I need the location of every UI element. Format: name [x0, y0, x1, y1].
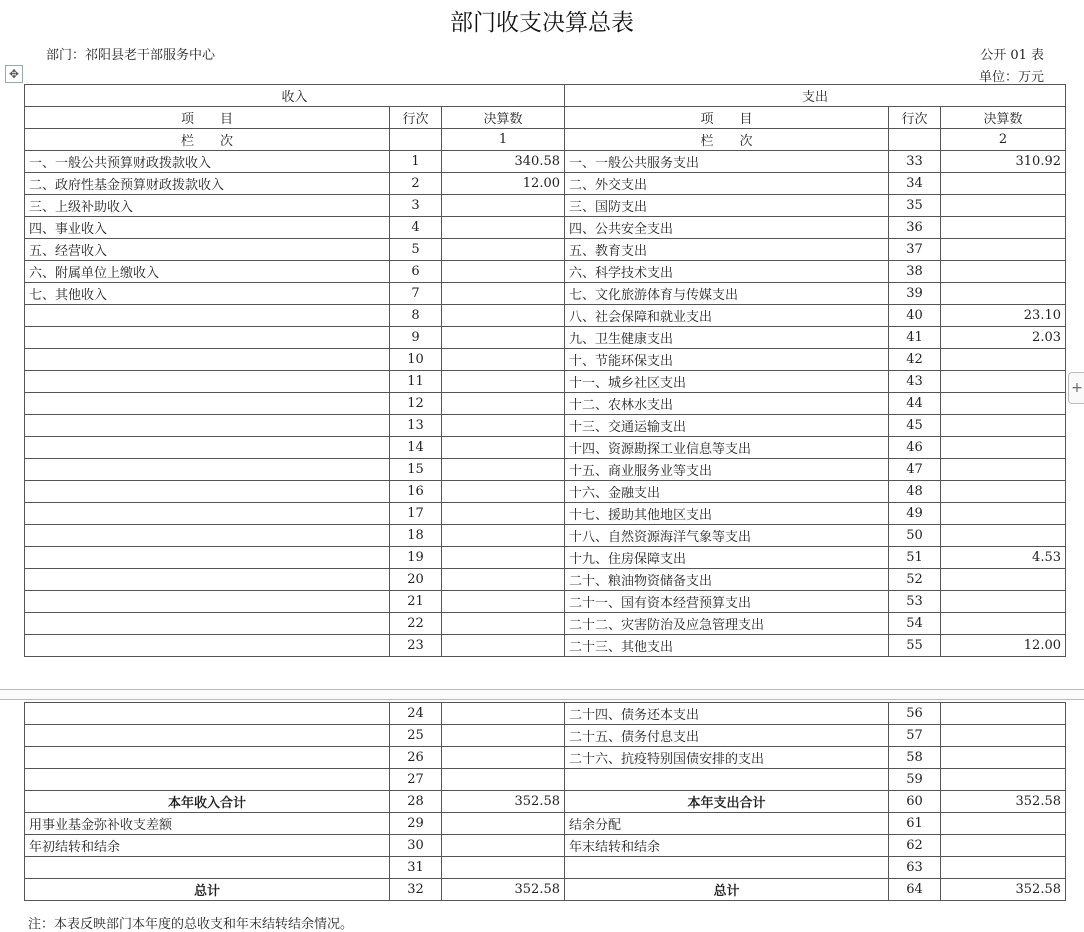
expense-row-number: 57 [889, 725, 941, 747]
income-amount [442, 481, 565, 503]
empty-cell [889, 129, 941, 151]
expense-amount: 4.53 [941, 547, 1066, 569]
expense-item: 十五、商业服务业等支出 [565, 459, 889, 481]
expense-item: 十六、金融支出 [565, 481, 889, 503]
income-item [25, 547, 390, 569]
expense-item: 三、国防支出 [565, 195, 889, 217]
income-item [25, 371, 390, 393]
income-row-number: 18 [390, 525, 442, 547]
table-row [25, 195, 1066, 217]
expense-item: 一、一般公共服务支出 [565, 151, 889, 173]
expense-row-number: 48 [889, 481, 941, 503]
income-row-number: 29 [390, 813, 442, 835]
expense-amount [941, 725, 1066, 747]
expense-amount: 352.58 [941, 879, 1066, 901]
table-row [25, 173, 1066, 195]
income-amount [442, 305, 565, 327]
expense-row-number: 46 [889, 437, 941, 459]
income-amount [442, 769, 565, 791]
expense-amount [941, 591, 1066, 613]
income-item [25, 437, 390, 459]
income-row-number: 20 [390, 569, 442, 591]
expense-amount [941, 437, 1066, 459]
expense-item-label: 项 目 [565, 107, 889, 129]
income-row-number: 21 [390, 591, 442, 613]
income-row-number: 30 [390, 835, 442, 857]
department-label: 部门：祁阳县老干部服务中心 [46, 48, 216, 63]
expense-item: 七、文化旅游体育与传媒支出 [565, 283, 889, 305]
income-amount [442, 459, 565, 481]
expense-row-number: 51 [889, 547, 941, 569]
income-row-number: 14 [390, 437, 442, 459]
income-item [25, 747, 390, 769]
income-item [25, 393, 390, 415]
expense-row-number: 47 [889, 459, 941, 481]
income-row-number: 4 [390, 217, 442, 239]
expense-row-number: 56 [889, 703, 941, 725]
income-amount: 352.58 [442, 791, 565, 813]
income-amount [442, 725, 565, 747]
expense-item: 十、节能环保支出 [565, 349, 889, 371]
income-row-number: 13 [390, 415, 442, 437]
income-row-number: 19 [390, 547, 442, 569]
expense-amount: 2.03 [941, 327, 1066, 349]
income-item [25, 769, 390, 791]
expense-item: 二十二、灾害防治及应急管理支出 [565, 613, 889, 635]
income-row-number: 11 [390, 371, 442, 393]
income-row-number: 16 [390, 481, 442, 503]
income-item: 七、其他收入 [25, 283, 390, 305]
expense-row-number: 61 [889, 813, 941, 835]
expense-row-number: 33 [889, 151, 941, 173]
income-amount [442, 835, 565, 857]
expense-amount [941, 261, 1066, 283]
expense-item: 十八、自然资源海洋气象等支出 [565, 525, 889, 547]
income-item-label: 项 目 [25, 107, 390, 129]
grand-total-row [25, 879, 1066, 901]
expense-item: 十二、农林水支出 [565, 393, 889, 415]
income-item [25, 725, 390, 747]
income-item: 四、事业收入 [25, 217, 390, 239]
income-item [25, 349, 390, 371]
table-row [25, 769, 1066, 791]
expense-item: 十四、资源勘探工业信息等支出 [565, 437, 889, 459]
table-row [25, 437, 1066, 459]
income-row-number: 26 [390, 747, 442, 769]
expense-amount [941, 239, 1066, 261]
income-row-number: 22 [390, 613, 442, 635]
expense-item: 二十三、其他支出 [565, 635, 889, 657]
add-column-icon[interactable]: + [1068, 372, 1084, 404]
expense-amount [941, 835, 1066, 857]
income-item [25, 525, 390, 547]
income-row-number: 23 [390, 635, 442, 657]
expense-amount-label: 决算数 [941, 107, 1066, 129]
table-row [25, 217, 1066, 239]
income-amount [442, 703, 565, 725]
expense-row-number: 43 [889, 371, 941, 393]
income-amount [442, 747, 565, 769]
page-title: 部门收支决算总表 [450, 10, 634, 36]
income-amount [442, 393, 565, 415]
income-row-number: 1 [390, 151, 442, 173]
expense-row-number: 63 [889, 857, 941, 879]
expense-amount: 23.10 [941, 305, 1066, 327]
table-row [25, 261, 1066, 283]
income-amount [442, 217, 565, 239]
page-break-divider [0, 689, 1084, 700]
income-amount: 12.00 [442, 173, 565, 195]
income-row-number: 24 [390, 703, 442, 725]
expense-amount [941, 481, 1066, 503]
table-header-row [25, 85, 1066, 107]
expense-row-number: 44 [889, 393, 941, 415]
income-row-no-label: 行次 [390, 107, 442, 129]
expense-item: 本年支出合计 [565, 791, 889, 813]
expense-column-number: 2 [941, 129, 1066, 151]
table-row [25, 283, 1066, 305]
income-row-number: 17 [390, 503, 442, 525]
expense-row-number: 52 [889, 569, 941, 591]
income-item [25, 503, 390, 525]
expense-amount: 352.58 [941, 791, 1066, 813]
expense-item: 二、外交支出 [565, 173, 889, 195]
summary-table-page2 [24, 702, 1066, 901]
income-item [25, 415, 390, 437]
table-row [25, 635, 1066, 657]
table-row [25, 393, 1066, 415]
income-row-number: 27 [390, 769, 442, 791]
expense-row-number: 54 [889, 613, 941, 635]
table-row [25, 613, 1066, 635]
expense-amount: 12.00 [941, 635, 1066, 657]
table-row [25, 459, 1066, 481]
expense-amount [941, 525, 1066, 547]
expense-amount [941, 283, 1066, 305]
income-item: 五、经营收入 [25, 239, 390, 261]
expense-item: 二十四、债务还本支出 [565, 703, 889, 725]
income-amount [442, 283, 565, 305]
table-row [25, 703, 1066, 725]
income-amount [442, 569, 565, 591]
expense-row-number: 34 [889, 173, 941, 195]
expense-item: 十九、住房保障支出 [565, 547, 889, 569]
table-row [25, 725, 1066, 747]
expense-amount [941, 747, 1066, 769]
income-item [25, 327, 390, 349]
income-amount [442, 503, 565, 525]
empty-cell [390, 129, 442, 151]
income-item [25, 703, 390, 725]
income-amount [442, 437, 565, 459]
income-column-number: 1 [442, 129, 565, 151]
income-item: 一、一般公共预算财政拨款收入 [25, 151, 390, 173]
expense-amount [941, 173, 1066, 195]
table-row [25, 481, 1066, 503]
expense-item: 二十六、抗疫特别国债安排的支出 [565, 747, 889, 769]
table-row [25, 747, 1066, 769]
income-amount-label: 决算数 [442, 107, 565, 129]
expense-row-number: 35 [889, 195, 941, 217]
table-row [25, 547, 1066, 569]
income-amount [442, 349, 565, 371]
income-item [25, 613, 390, 635]
table-row [25, 371, 1066, 393]
expense-row-no-label: 行次 [889, 107, 941, 129]
income-item [25, 459, 390, 481]
income-row-number: 2 [390, 173, 442, 195]
year-total-row [25, 791, 1066, 813]
summary-table-page1 [24, 84, 1066, 657]
expense-row-number: 49 [889, 503, 941, 525]
expense-row-number: 38 [889, 261, 941, 283]
income-amount [442, 857, 565, 879]
income-amount [442, 591, 565, 613]
expense-row-number: 64 [889, 879, 941, 901]
income-header: 收入 [25, 85, 565, 107]
expense-amount [941, 813, 1066, 835]
expense-amount [941, 415, 1066, 437]
expense-item: 结余分配 [565, 813, 889, 835]
expense-item: 十七、援助其他地区支出 [565, 503, 889, 525]
income-row-number: 31 [390, 857, 442, 879]
income-item: 总计 [25, 879, 390, 901]
expense-item: 八、社会保障和就业支出 [565, 305, 889, 327]
table-row [25, 239, 1066, 261]
expense-item [565, 769, 889, 791]
income-amount [442, 525, 565, 547]
income-amount [442, 813, 565, 835]
expense-item [565, 857, 889, 879]
income-amount [442, 327, 565, 349]
table-row [25, 415, 1066, 437]
table-row [25, 813, 1066, 835]
income-amount [442, 239, 565, 261]
income-amount: 352.58 [442, 879, 565, 901]
income-row-number: 32 [390, 879, 442, 901]
income-item: 六、附属单位上缴收入 [25, 261, 390, 283]
expense-item: 二十、粮油物资储备支出 [565, 569, 889, 591]
expense-row-number: 62 [889, 835, 941, 857]
income-item [25, 481, 390, 503]
expense-amount [941, 503, 1066, 525]
income-row-number: 5 [390, 239, 442, 261]
footnote: 注：本表反映部门本年度的总收支和年末结转结余情况。 [28, 917, 354, 932]
expense-row-number: 55 [889, 635, 941, 657]
income-row-number: 3 [390, 195, 442, 217]
expense-item: 十三、交通运输支出 [565, 415, 889, 437]
income-item [25, 305, 390, 327]
table-row [25, 525, 1066, 547]
expense-amount [941, 613, 1066, 635]
income-row-number: 12 [390, 393, 442, 415]
income-amount: 340.58 [442, 151, 565, 173]
expense-row-number: 60 [889, 791, 941, 813]
income-item [25, 857, 390, 879]
expense-item: 十一、城乡社区支出 [565, 371, 889, 393]
expense-amount [941, 349, 1066, 371]
expense-row-number: 41 [889, 327, 941, 349]
income-row-number: 6 [390, 261, 442, 283]
income-amount [442, 371, 565, 393]
expense-amount [941, 569, 1066, 591]
expense-amount: 310.92 [941, 151, 1066, 173]
table-row [25, 569, 1066, 591]
expense-item: 二十五、债务付息支出 [565, 725, 889, 747]
income-row-number: 25 [390, 725, 442, 747]
expense-item: 五、教育支出 [565, 239, 889, 261]
income-item: 二、政府性基金预算财政拨款收入 [25, 173, 390, 195]
table-row [25, 349, 1066, 371]
expense-column-label: 栏 次 [565, 129, 889, 151]
expense-row-number: 37 [889, 239, 941, 261]
income-amount [442, 547, 565, 569]
expense-amount [941, 459, 1066, 481]
table-row [25, 591, 1066, 613]
unit-label: 单位：万元 [978, 70, 1044, 85]
expense-row-number: 59 [889, 769, 941, 791]
expense-item: 二十一、国有资本经营预算支出 [565, 591, 889, 613]
expense-item: 总计 [565, 879, 889, 901]
expense-amount [941, 703, 1066, 725]
income-amount [442, 613, 565, 635]
form-number: 公开 01 表 [980, 48, 1044, 63]
expense-amount [941, 217, 1066, 239]
expense-amount [941, 371, 1066, 393]
expense-amount [941, 195, 1066, 217]
income-amount [442, 195, 565, 217]
expense-row-number: 45 [889, 415, 941, 437]
income-amount [442, 415, 565, 437]
expense-row-number: 58 [889, 747, 941, 769]
income-item [25, 569, 390, 591]
expense-amount [941, 857, 1066, 879]
expense-amount [941, 769, 1066, 791]
income-item [25, 635, 390, 657]
income-row-number: 8 [390, 305, 442, 327]
income-item: 用事业基金弥补收支差额 [25, 813, 390, 835]
income-amount [442, 635, 565, 657]
column-header-row [25, 107, 1066, 129]
expense-row-number: 40 [889, 305, 941, 327]
expense-item: 六、科学技术支出 [565, 261, 889, 283]
income-row-number: 7 [390, 283, 442, 305]
table-row [25, 857, 1066, 879]
expense-amount [941, 393, 1066, 415]
table-row [25, 503, 1066, 525]
expense-row-number: 42 [889, 349, 941, 371]
expense-row-number: 50 [889, 525, 941, 547]
expense-item: 年末结转和结余 [565, 835, 889, 857]
expense-row-number: 36 [889, 217, 941, 239]
income-amount [442, 261, 565, 283]
table-row [25, 305, 1066, 327]
table-row [25, 151, 1066, 173]
income-row-number: 28 [390, 791, 442, 813]
expense-row-number: 39 [889, 283, 941, 305]
column-number-row [25, 129, 1066, 151]
income-row-number: 10 [390, 349, 442, 371]
table-row [25, 835, 1066, 857]
income-row-number: 9 [390, 327, 442, 349]
income-row-number: 15 [390, 459, 442, 481]
income-item: 年初结转和结余 [25, 835, 390, 857]
expense-item: 九、卫生健康支出 [565, 327, 889, 349]
table-row [25, 327, 1066, 349]
table-move-handle-icon[interactable]: ✥ [5, 65, 23, 83]
income-column-label: 栏 次 [25, 129, 390, 151]
expense-header: 支出 [565, 85, 1066, 107]
expense-row-number: 53 [889, 591, 941, 613]
income-item: 本年收入合计 [25, 791, 390, 813]
income-item: 三、上级补助收入 [25, 195, 390, 217]
expense-item: 四、公共安全支出 [565, 217, 889, 239]
income-item [25, 591, 390, 613]
